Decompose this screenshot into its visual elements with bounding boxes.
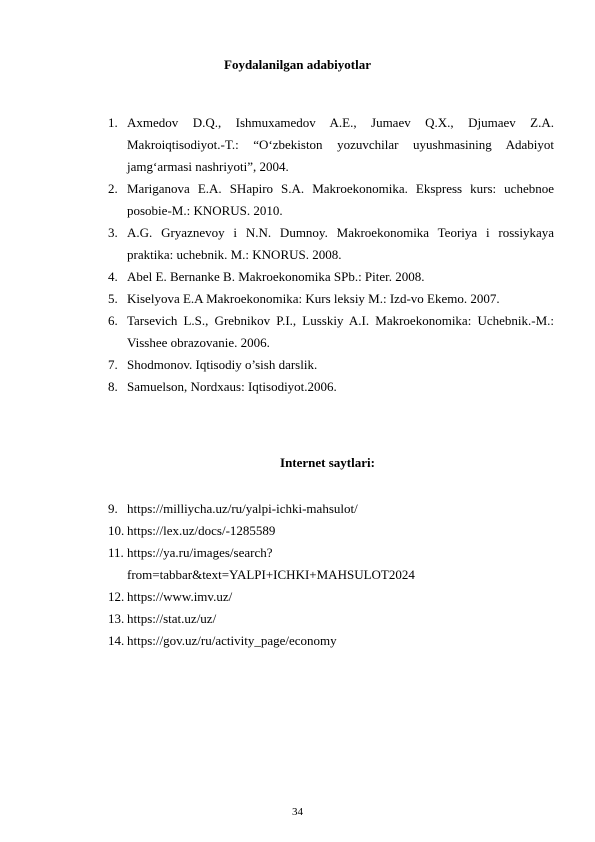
reference-item-5 <box>108 288 554 310</box>
website-number: 13. <box>108 611 125 626</box>
reference-text: Mariganova E.A. SHapiro S.A. Makroekonomika. Ekspress kurs: uchebnoe posobie-M.: KNORUS. 2010. <box>127 181 554 218</box>
reference-text: Samuelson, Nordxaus: Iqtisodiyot.2006. <box>127 379 337 394</box>
reference-text: Kiselyova E.A Makroekonomika: Kurs leksiy M.: Izd-vo Ekemo. 2007. <box>127 291 500 306</box>
references-list <box>108 112 554 398</box>
reference-text: Axmedov D.Q., Ishmuxamedov A.E., Jumaev Q.X., Djumaev Z.A. Makroiqtisodiyot.-T.: “O‘zbekiston yozuvchilar uyushmasining Adabiyot jamg‘armasi nashriyoti”, 2004. <box>127 115 554 174</box>
website-url[interactable]: https://gov.uz/ru/activity_page/economy <box>127 633 337 648</box>
reference-item-1 <box>108 112 554 178</box>
website-number: 11. <box>108 545 124 560</box>
website-number: 10. <box>108 523 125 538</box>
website-number: 9. <box>108 501 118 516</box>
reference-number: 5. <box>108 291 118 306</box>
reference-number: 2. <box>108 181 118 196</box>
website-url[interactable]: https://lex.uz/docs/-1285589 <box>127 523 276 538</box>
website-url-line1[interactable]: https://ya.ru/images/search? <box>127 545 273 560</box>
websites-list <box>108 498 554 652</box>
reference-text: Abel E. Bernanke B. Makroekonomika SPb.: Piter. 2008. <box>127 269 425 284</box>
references-heading: Foydalanilgan adabiyotlar <box>224 57 371 72</box>
website-url-line2[interactable]: from=tabbar&text=YALPI+ICHKI+MAHSULOT2024 <box>127 567 415 582</box>
website-item-9 <box>108 498 554 520</box>
reference-item-2 <box>108 178 554 222</box>
reference-item-3 <box>108 222 554 266</box>
website-item-13 <box>108 608 554 630</box>
reference-item-4 <box>108 266 554 288</box>
website-item-11 <box>108 542 554 586</box>
reference-item-8 <box>108 376 554 398</box>
reference-number: 3. <box>108 225 118 240</box>
reference-text: A.G. Gryaznevoy i N.N. Dumnoy. Makroekonomika Teoriya i rossiykaya praktika: uchebnik. M.: KNORUS. 2008. <box>127 225 554 262</box>
reference-number: 6. <box>108 313 118 328</box>
website-number: 12. <box>108 589 125 604</box>
website-url[interactable]: https://milliycha.uz/ru/yalpi-ichki-mahsulot/ <box>127 501 358 516</box>
reference-text: Shodmonov. Iqtisodiy o’sish darslik. <box>127 357 318 372</box>
website-item-12 <box>108 586 554 608</box>
reference-text: Tarsevich L.S., Grebnikov P.I., Lusskiy A.I. Makroekonomika: Uchebnik.-M.: Visshee obrazovanie. 2006. <box>127 313 554 350</box>
website-url[interactable]: https://stat.uz/uz/ <box>127 611 217 626</box>
reference-number: 8. <box>108 379 118 394</box>
website-number: 14. <box>108 633 125 648</box>
reference-item-6 <box>108 310 554 354</box>
reference-number: 4. <box>108 269 118 284</box>
reference-number: 1. <box>108 115 118 130</box>
website-item-14 <box>108 630 554 652</box>
reference-number: 7. <box>108 357 118 372</box>
page-number: 34 <box>292 806 303 818</box>
reference-item-7 <box>108 354 554 376</box>
website-url[interactable]: https://www.imv.uz/ <box>127 589 233 604</box>
websites-heading: Internet saytlari: <box>280 455 375 470</box>
website-item-10 <box>108 520 554 542</box>
